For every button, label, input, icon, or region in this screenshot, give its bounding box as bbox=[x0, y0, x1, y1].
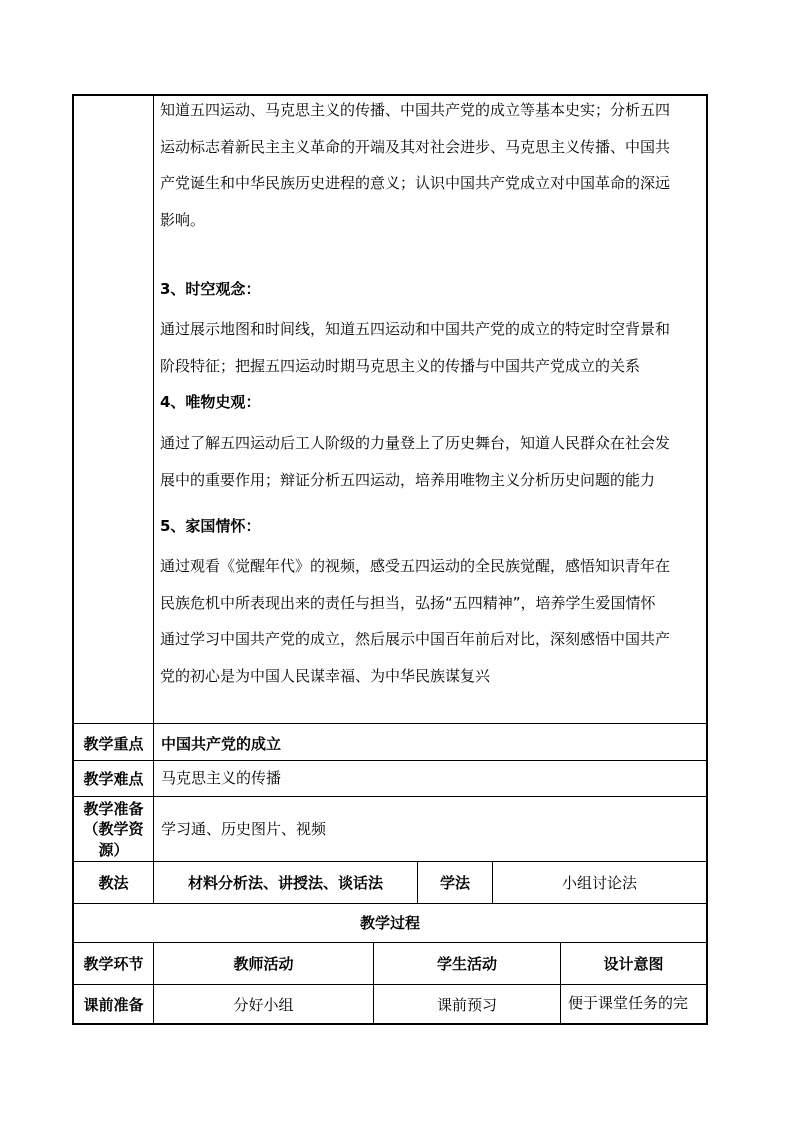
prep-value: 学习通、历史图片、视频 bbox=[161, 820, 327, 838]
prep-label-line-3: 源） bbox=[98, 841, 129, 859]
col-divider bbox=[153, 96, 154, 903]
objective-heading-3: 3、时空观念： bbox=[160, 280, 261, 298]
key-point-value: 中国共产党的成立 bbox=[161, 735, 282, 753]
header-teacher-activity: 教师活动 bbox=[233, 955, 294, 973]
header-design-intent: 设计意图 bbox=[603, 955, 664, 973]
row-divider bbox=[73, 903, 707, 904]
row-divider bbox=[73, 984, 707, 985]
difficulty-value: 马克思主义的传播 bbox=[161, 769, 282, 787]
difficulty-label: 教学难点 bbox=[83, 770, 144, 788]
prep-label-line-2: （教学资 bbox=[83, 820, 144, 838]
row-divider bbox=[73, 861, 707, 862]
pre-class-intent: 便于课堂任务的完 bbox=[568, 994, 689, 1012]
header-stage: 教学环节 bbox=[83, 955, 144, 973]
pre-class-teacher: 分好小组 bbox=[233, 996, 294, 1014]
objective-heading-4: 4、唯物史观： bbox=[160, 393, 261, 411]
row-divider bbox=[73, 723, 707, 724]
teaching-method-label: 教法 bbox=[98, 874, 129, 892]
objective-heading-5: 5、家国情怀： bbox=[160, 517, 261, 535]
pre-class-stage: 课前准备 bbox=[83, 996, 144, 1014]
objective-paragraph-1: 知道五四运动、马克思主义的传播、中国共产党的成立等基本史实；分析五四 运动标志着新民主主义革命的开端及其对社会进步、马克思主义传播、中国共 产党诞生和中华民族历史进程的意义；认识中国共产党成立对中国革命的深远 影响。 bbox=[160, 101, 671, 229]
objective-paragraph-5: 通过观看《觉醒年代》的视频，感受五四运动的全民族觉醒，感悟知识青年在 民族危机中所表现出来的责任与担当，弘扬“五四精神”，培养学生爱国情怀 通过学习中国共产党的成立，然后展示中国百年前后对比，深刻感悟中国共产 党的初心是为中国人民谋幸福、为中华民族谋复兴 bbox=[160, 557, 671, 685]
row-divider bbox=[73, 760, 707, 761]
objective-paragraph-3: 通过展示地图和时间线，知道五四运动和中国共产党的成立的特定时空背景和 阶段特征；把握五四运动时期马克思主义的传播与中国共产党成立的关系 bbox=[160, 320, 671, 375]
key-point-label: 教学重点 bbox=[83, 735, 144, 753]
objective-paragraph-4: 通过了解五四运动后工人阶级的力量登上了历史舞台，知道人民群众在社会发 展中的重要作用；辩证分析五四运动，培养用唯物主义分析历史问题的能力 bbox=[160, 434, 671, 489]
pre-class-student: 课前预习 bbox=[436, 996, 497, 1014]
learning-method-value: 小组讨论法 bbox=[561, 874, 637, 892]
process-title: 教学过程 bbox=[359, 914, 420, 932]
teaching-method-value: 材料分析法、讲授法、谈话法 bbox=[187, 874, 383, 892]
prep-label-line-1: 教学准备 bbox=[83, 800, 144, 818]
row-divider bbox=[73, 796, 707, 797]
learning-method-label: 学法 bbox=[439, 874, 470, 892]
header-student-activity: 学生活动 bbox=[436, 955, 497, 973]
row-divider bbox=[73, 942, 707, 943]
